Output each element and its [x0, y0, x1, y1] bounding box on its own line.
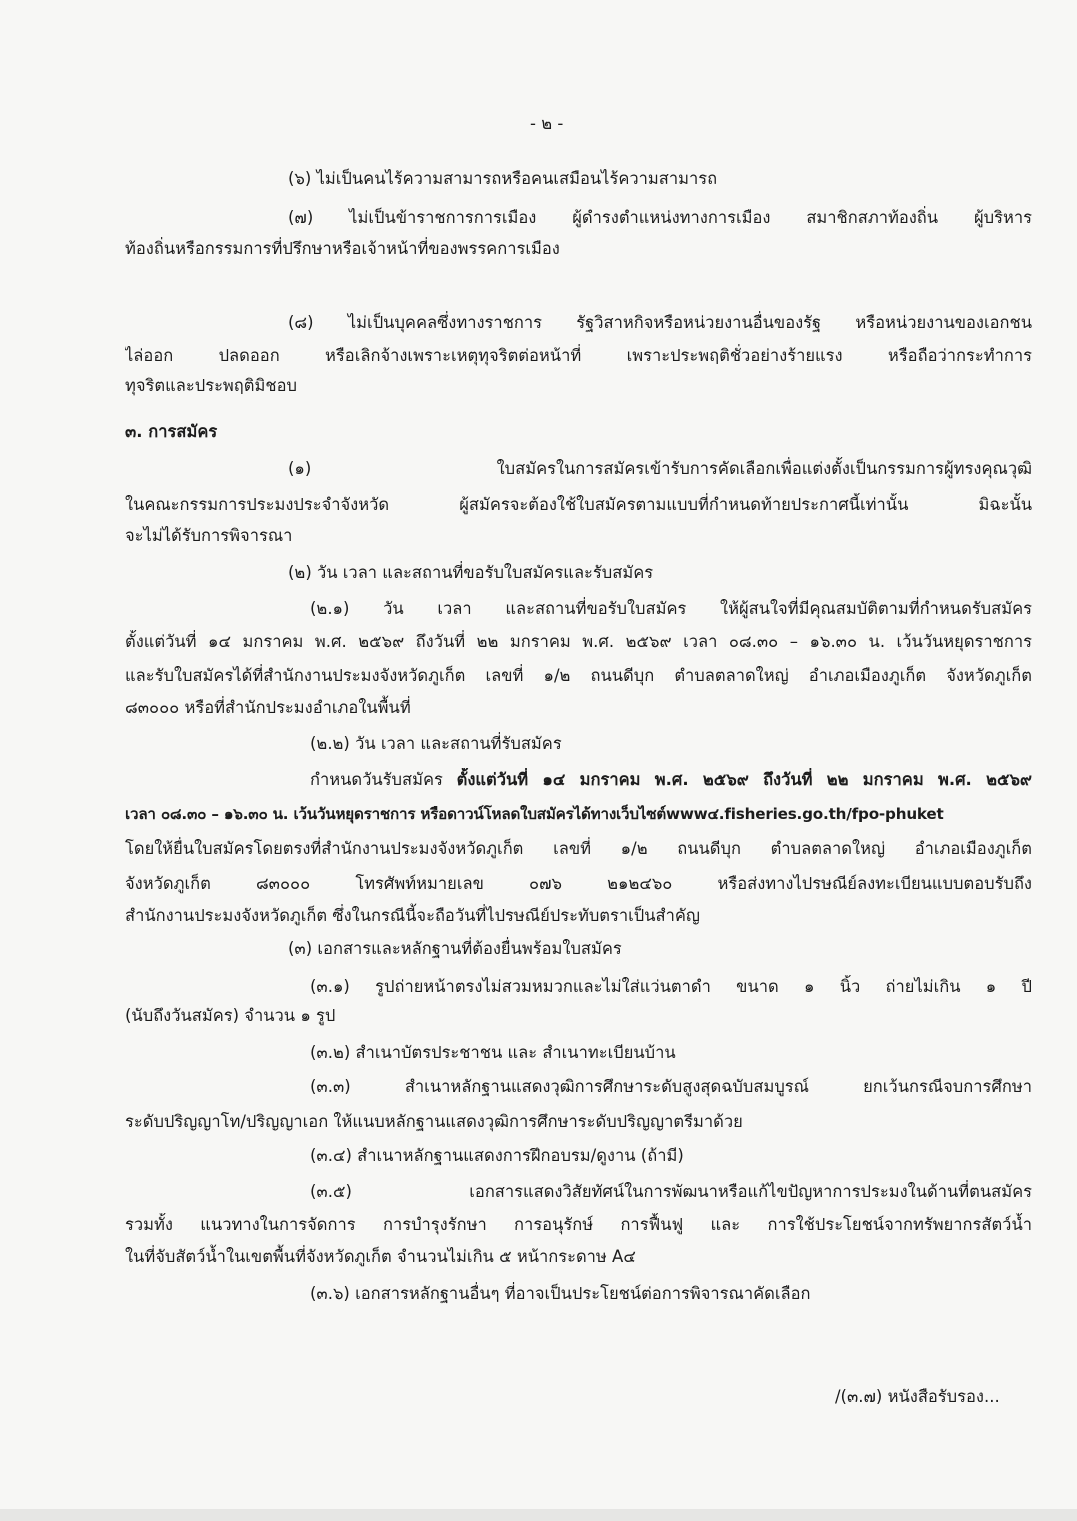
qualification-item-8-line-2: ไล่ออก ปลดออก หรือเลิกจ้างเพราะเหตุทุจริตต่อหน้าที่ เพราะประพฤติชั่วอย่างร้ายแรง หรือถือว่ากระทำการ — [125, 346, 1032, 365]
paragraph-2-2-line-1-bold: ตั้งแต่วันที่ ๑๔ มกราคม พ.ศ. ๒๕๖๙ ถึงวันที่ ๒๒ มกราคม พ.ศ. ๒๕๖๙ — [456, 770, 1032, 789]
paragraph-3-5-line-3: ในที่จับสัตว์น้ำในเขตพื้นที่จังหวัดภูเก็ต จำนวนไม่เกิน ๕ หน้ากระดาษ A๔ — [125, 1247, 636, 1266]
paragraph-3-5-line-1: (๓.๕) เอกสารแสดงวิสัยทัศน์ในการพัฒนาหรือแก้ไขปัญหาการประมงในด้านที่ตนสมัคร — [310, 1182, 1032, 1201]
paragraph-3: (๓) เอกสารและหลักฐานที่ต้องยื่นพร้อมใบสมัคร — [288, 939, 622, 958]
paragraph-2-2-line-1-plain: กำหนดวันรับสมัคร — [310, 770, 443, 789]
paragraph-3-1-line-2: (นับถึงวันสมัคร) จำนวน ๑ รูป — [125, 1006, 336, 1025]
paragraph-3-3-line-1: (๓.๓) สำเนาหลักฐานแสดงวุฒิการศึกษาระดับสูงสุดฉบับสมบูรณ์ ยกเว้นกรณีจบการศึกษา — [310, 1077, 1032, 1096]
paragraph-1-line-1: (๑) ใบสมัครในการสมัครเข้ารับการคัดเลือกเพื่อแต่งตั้งเป็นกรรมการผู้ทรงคุณวุฒิ — [288, 459, 1032, 478]
paragraph-2-1-line-3: และรับใบสมัครได้ที่สำนักงานประมงจังหวัดภูเก็ต เลขที่ ๑/๒ ถนนดีบุก ตำบลตลาดใหญ่ อำเภอเมืองภูเก็ต จังหวัดภูเก็ต — [125, 666, 1032, 685]
paragraph-2-2-line-3: โดยให้ยื่นใบสมัครโดยตรงที่สำนักงานประมงจังหวัดภูเก็ต เลขที่ ๑/๒ ถนนดีบุก ตำบลตลาดใหญ่ อำเภอเมืองภูเก็ต — [125, 839, 1032, 858]
paragraph-2-1-line-1: (๒.๑) วัน เวลา และสถานที่ขอรับใบสมัคร ให้ผู้สนใจที่มีคุณสมบัติตามที่กำหนดรับสมัคร — [310, 599, 1032, 618]
qualification-item-7-line-1: (๗) ไม่เป็นข้าราชการการเมือง ผู้ดำรงตำแหน่งทางการเมือง สมาชิกสภาท้องถิ่น ผู้บริหาร — [288, 208, 1032, 227]
qualification-item-8-line-1: (๘) ไม่เป็นบุคคลซึ่งทางราชการ รัฐวิสาหกิจหรือหน่วยงานอื่นของรัฐ หรือหน่วยงานของเอกชน — [288, 313, 1032, 332]
paragraph-3-5-line-2: รวมทั้ง แนวทางในการจัดการ การบำรุงรักษา การอนุรักษ์ การฟื้นฟู และ การใช้ประโยชน์จากทรัพยากรสัตว์น้ำ — [125, 1215, 1032, 1234]
qualification-item-6: (๖) ไม่เป็นคนไร้ความสามารถหรือคนเสมือนไร้ความสามารถ — [288, 169, 718, 188]
paragraph-2-1-line-4: ๘๓๐๐๐ หรือที่สำนักประมงอำเภอในพื้นที่ — [125, 698, 411, 717]
paragraph-1-line-2: ในคณะกรรมการประมงประจำจังหวัด ผู้สมัครจะต้องใช้ใบสมัครตามแบบที่กำหนดท้ายประกาศนี้เท่านั้น มิฉะนั้น — [125, 495, 1032, 514]
section-heading: ๓. การสมัคร — [125, 422, 218, 441]
paragraph-2: (๒) วัน เวลา และสถานที่ขอรับใบสมัครและรับสมัคร — [288, 563, 654, 582]
paragraph-3-6: (๓.๖) เอกสารหลักฐานอื่นๆ ที่อาจเป็นประโยชน์ต่อการพิจารณาคัดเลือก — [310, 1284, 811, 1303]
paragraph-3-2: (๓.๒) สำเนาบัตรประชาชน และ สำเนาทะเบียนบ้าน — [310, 1043, 676, 1062]
bottom-edge — [0, 1509, 1077, 1521]
paragraph-2-1-line-2: ตั้งแต่วันที่ ๑๔ มกราคม พ.ศ. ๒๕๖๙ ถึงวันที่ ๒๒ มกราคม พ.ศ. ๒๕๖๙ เวลา ๐๘.๓๐ – ๑๖.๓๐ น. เว้นวันหยุดราชการ — [125, 632, 1032, 651]
paragraph-2-2-line-4: จังหวัดภูเก็ต ๘๓๐๐๐ โทรศัพท์หมายเลข ๐๗๖ ๒๑๒๔๖๐ หรือส่งทางไปรษณีย์ลงทะเบียนแบบตอบรับถึง — [125, 874, 1032, 893]
paragraph-1-line-3: จะไม่ได้รับการพิจารณา — [125, 526, 293, 545]
continuation-note: /(๓.๗) หนังสือรับรอง... — [835, 1387, 1000, 1406]
qualification-item-7-line-2: ท้องถิ่นหรือกรรมการที่ปรึกษาหรือเจ้าหน้าที่ของพรรคการเมือง — [125, 239, 560, 258]
paragraph-2-2-line-5: สำนักงานประมงจังหวัดภูเก็ต ซึ่งในกรณีนี้จะถือวันที่ไปรษณีย์ประทับตราเป็นสำคัญ — [125, 906, 700, 925]
paragraph-3-4: (๓.๔) สำเนาหลักฐานแสดงการฝึกอบรม/ดูงาน (ถ้ามี) — [310, 1146, 684, 1165]
paragraph-2-2-line-2: เวลา ๐๘.๓๐ – ๑๖.๓๐ น. เว้นวันหยุดราชการ หรือดาวน์โหลดใบสมัครได้ทางเว็บไซต์www๔.fisheries.go.th/fpo-phuket — [125, 805, 944, 823]
qualification-item-8-line-3: ทุจริตและประพฤติมิชอบ — [125, 376, 297, 395]
paragraph-2-2: (๒.๒) วัน เวลา และสถานที่รับสมัคร — [310, 734, 562, 753]
paragraph-3-3-line-2: ระดับปริญญาโท/ปริญญาเอก ให้แนบหลักฐานแสดงวุฒิการศึกษาระดับปริญญาตรีมาด้วย — [125, 1112, 743, 1131]
paragraph-3-1-line-1: (๓.๑) รูปถ่ายหน้าตรงไม่สวมหมวกและไม่ใส่แว่นตาดำ ขนาด ๑ นิ้ว ถ่ายไม่เกิน ๑ ปี — [310, 977, 1032, 996]
paragraph-2-2-line-1 — [310, 768, 1032, 792]
page-number: - ๒ - — [530, 114, 564, 133]
